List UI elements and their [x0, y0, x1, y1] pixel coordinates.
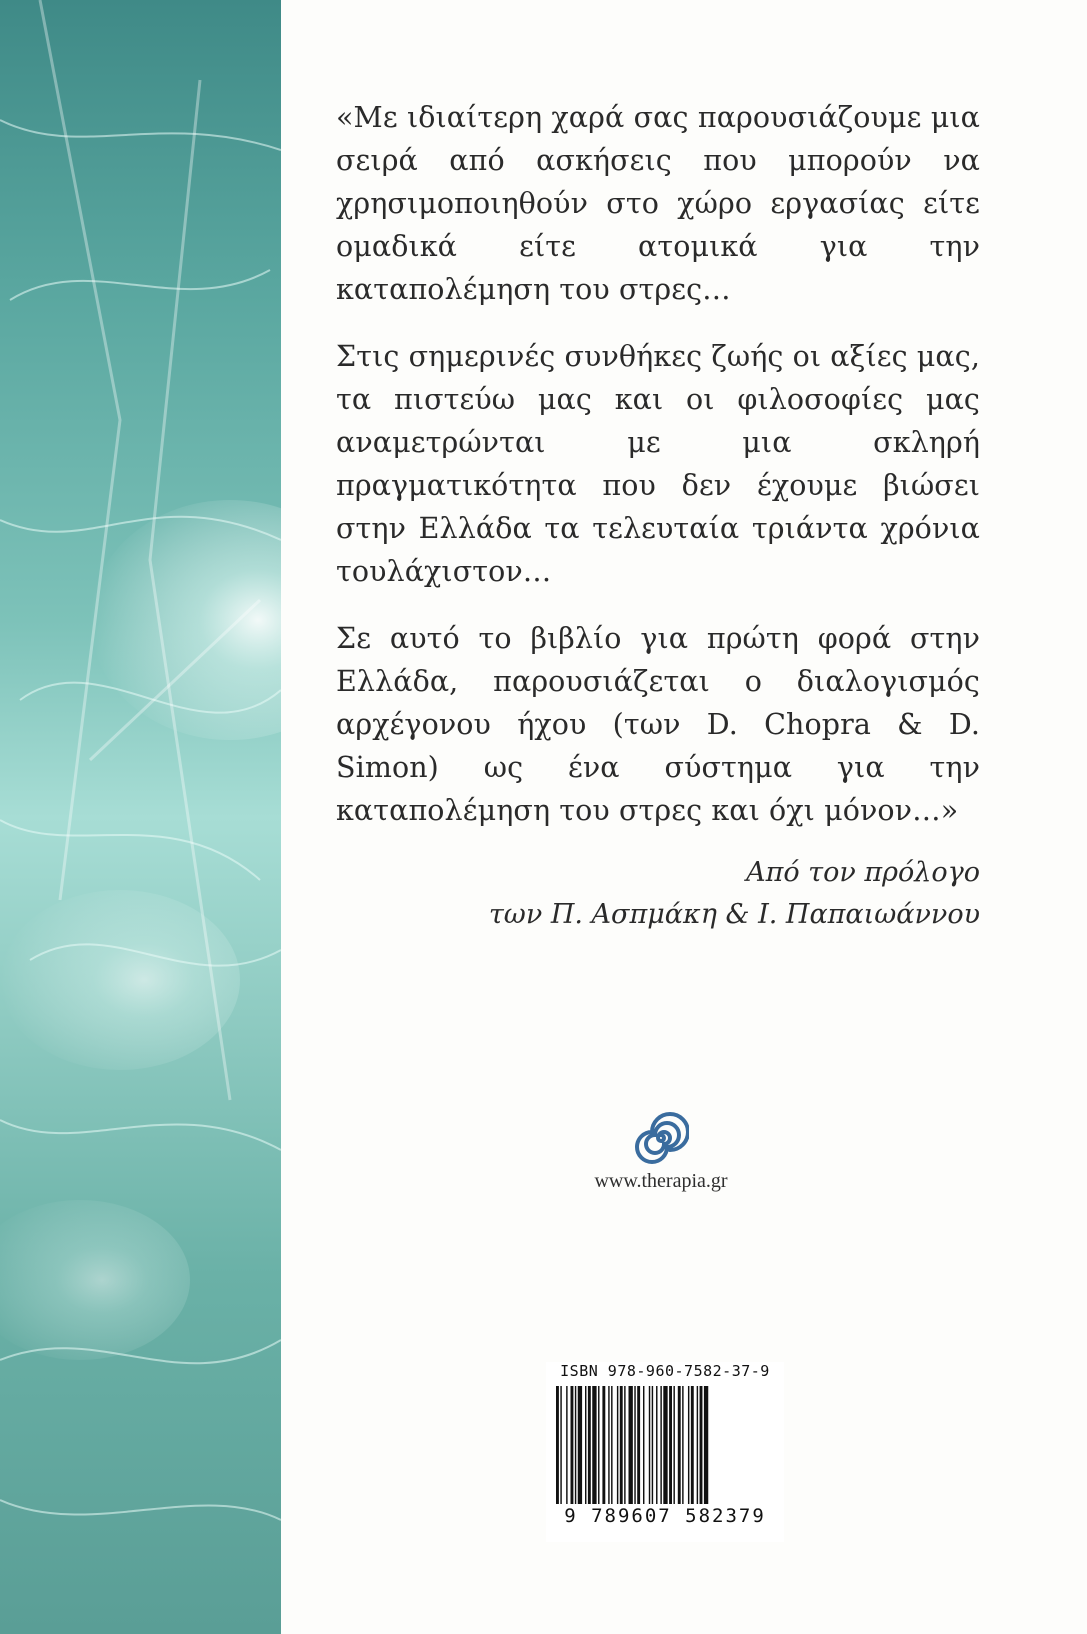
cover-photo-strip: [0, 0, 281, 1634]
barcode-bar: [629, 1386, 633, 1504]
barcode-bar: [673, 1386, 674, 1504]
barcode-bar: [624, 1386, 625, 1504]
barcode-bars: [556, 1386, 774, 1504]
blurb-text-block: [336, 96, 980, 936]
publisher-website: www.therapia.gr: [594, 1170, 728, 1192]
barcode-bar: [566, 1386, 567, 1504]
barcode-bar: [571, 1386, 574, 1504]
blurb-paragraph-3: Σε αυτό το βιβλίο για πρώτη φορά στην Ελλάδα, παρουσιάζεται ο διαλογισμός αρχέγονου ήχου (των D. Chopra & D. Simon) ως ένα σύστημα για την καταπολέμηση του στρες και όχι μόνον…»: [336, 622, 980, 827]
barcode-bar: [691, 1386, 694, 1504]
isbn-barcode: [546, 1362, 784, 1542]
prologue-attribution: [336, 852, 980, 936]
barcode-bar: [611, 1386, 612, 1504]
barcode-bar: [575, 1386, 576, 1504]
barcode-bar: [656, 1386, 657, 1504]
blurb-paragraph-1: «Με ιδιαίτερη χαρά σας παρουσιάζουμε μια σειρά από ασκήσεις που μπορούν να χρησιμοποιηθούν στο χώρο εργασίας είτε ομαδικά είτε ατομικά για την καταπολέμηση του στρες…: [336, 101, 980, 306]
barcode-bar: [602, 1386, 605, 1504]
attribution-line-2: των Π. Ασπμάκη & Ι. Παπαιωάννου: [488, 899, 980, 930]
barcode-bar: [585, 1386, 586, 1504]
barcode-bar: [688, 1386, 689, 1504]
spiral-logo-icon: [633, 1110, 689, 1166]
barcode-bar: [556, 1386, 559, 1504]
barcode-bar: [697, 1386, 698, 1504]
barcode-bar: [682, 1386, 683, 1504]
barcode-bar: [652, 1386, 653, 1504]
barcode-bar: [669, 1386, 672, 1504]
barcode-bar: [704, 1386, 708, 1504]
isbn-label: ISBN 978-960-7582-37-9: [560, 1362, 770, 1380]
barcode-bar: [588, 1386, 591, 1504]
barcode-bar: [643, 1386, 644, 1504]
barcode-bar: [608, 1386, 609, 1504]
attribution-line-1: Από τον πρόλογο: [746, 857, 980, 888]
barcode-bar: [663, 1386, 667, 1504]
barcode-digits: 9 789607 582379: [564, 1505, 766, 1527]
barcode-bar: [637, 1386, 640, 1504]
barcode-bar: [700, 1386, 703, 1504]
barcode-bar: [649, 1386, 650, 1504]
blurb-paragraph-2: Στις σημερινές συνθήκες ζωής οι αξίες μας, τα πιστεύω μας και οι φιλοσοφίες μας αναμετρώνται με μια σκληρή πραγματικότητα που δεν έχουμε βιώσει στην Ελλάδα τα τελευταία τριάντα χρόνια τουλάχιστον…: [336, 340, 980, 588]
barcode-bar: [620, 1386, 623, 1504]
barcode-bar: [617, 1386, 618, 1504]
barcode-bar: [678, 1386, 681, 1504]
barcode-bar: [578, 1386, 582, 1504]
barcode-bar: [598, 1386, 599, 1504]
barcode-bar: [560, 1386, 561, 1504]
barcode-bar: [592, 1386, 596, 1504]
barcode-bar: [634, 1386, 635, 1504]
abstract-photo-graphic: [0, 0, 281, 1634]
barcode-bar: [660, 1386, 661, 1504]
